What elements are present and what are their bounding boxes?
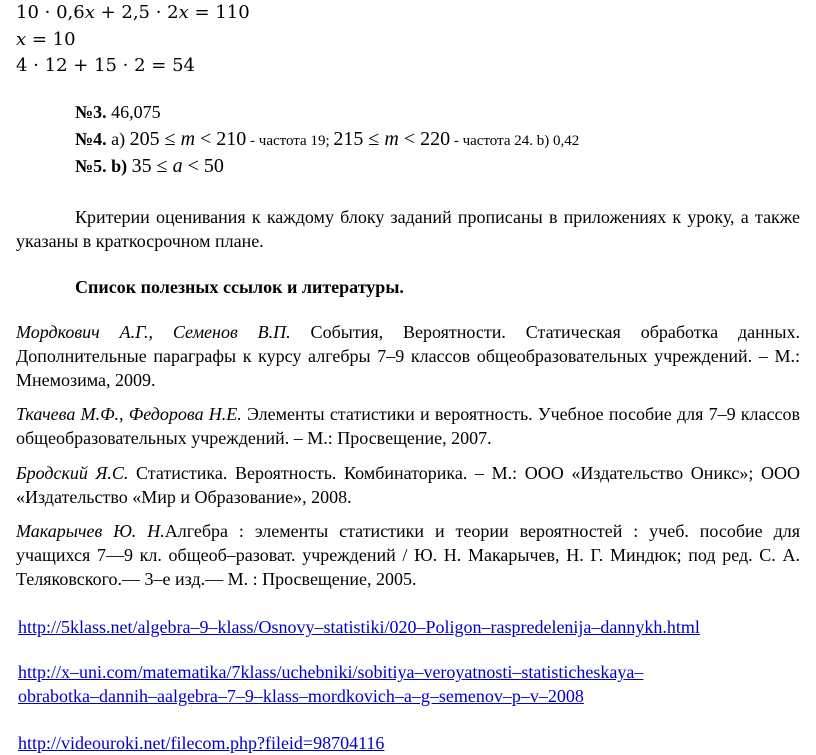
reference-link-x-uni-line1[interactable]: http://x–uni.com/matematika/7klass/uchebniki/sobitiya–veroyatnosti–statisticheskaya– — [18, 662, 644, 682]
equation-line-3: 4 · 12 + 15 · 2 = 54 — [16, 55, 195, 76]
reference-link-5klass[interactable]: http://5klass.net/algebra–9–klass/Osnovy–statistiki/020–Poligon–raspredelenija–dannykh.html — [18, 617, 700, 637]
reference-link-x-uni-line2[interactable]: obrabotka–dannih–aalgebra–7–9–klass–mordkovich–a–g–semenov–p–v–2008 — [18, 686, 584, 706]
reference-item: Бродский Я.С. Статистика. Вероятность. Комбинаторика. – М.: ООО «Издательство Оникс»; ООО «Издательство «Мир и Образование», 2008. — [16, 463, 800, 507]
reference-link-videouroki[interactable]: http://videouroki.net/filecom.php?fileid=98704116 — [18, 733, 385, 753]
equation-line-2: x = 10 — [16, 29, 76, 50]
reference-item: Мордкович А.Г., Семенов В.П. События, Вероятности. Статическая обработка данных. Дополнительные параграфы к курсу алгебры 7–9 классов общеобразовательных учреждений. – М.: Мнемозима, 2009. — [16, 322, 800, 390]
references-heading: Список полезных ссылок и литературы. — [75, 277, 404, 297]
equation-line-1: 10 · 0,6x + 2,5 · 2x = 110 — [16, 2, 250, 23]
criteria-paragraph: Критерии оценивания к каждому блоку заданий прописаны в приложениях к уроку, а также указаны в краткосрочном плане. — [16, 207, 800, 251]
answer-3: №3. 46,075 — [75, 102, 161, 122]
answer-4: №4. а) 205 ≤ m < 210 - частота 19; 215 ≤ m < 220 - частота 24. b) 0,42 — [75, 128, 580, 150]
answer-5: №5. b) 35 ≤ a < 50 — [75, 155, 224, 177]
reference-item: Ткачева М.Ф., Федорова Н.Е. Элементы статистики и вероятность. Учебное пособие для 7–9 классов общеобразовательных учреждений. – М.: Просвещение, 2007. — [16, 404, 800, 448]
reference-item: Макарычев Ю. Н.Алгебра : элементы статистики и теории вероятностей : учеб. пособие для учащихся 7—9 кл. общеоб–разоват. учреждений / Ю. Н. Макарычев, Н. Г. Миндюк; под ред. С. А. Теляковского.— 3–е изд.— М. : Просвещение, 2005. — [16, 521, 800, 589]
